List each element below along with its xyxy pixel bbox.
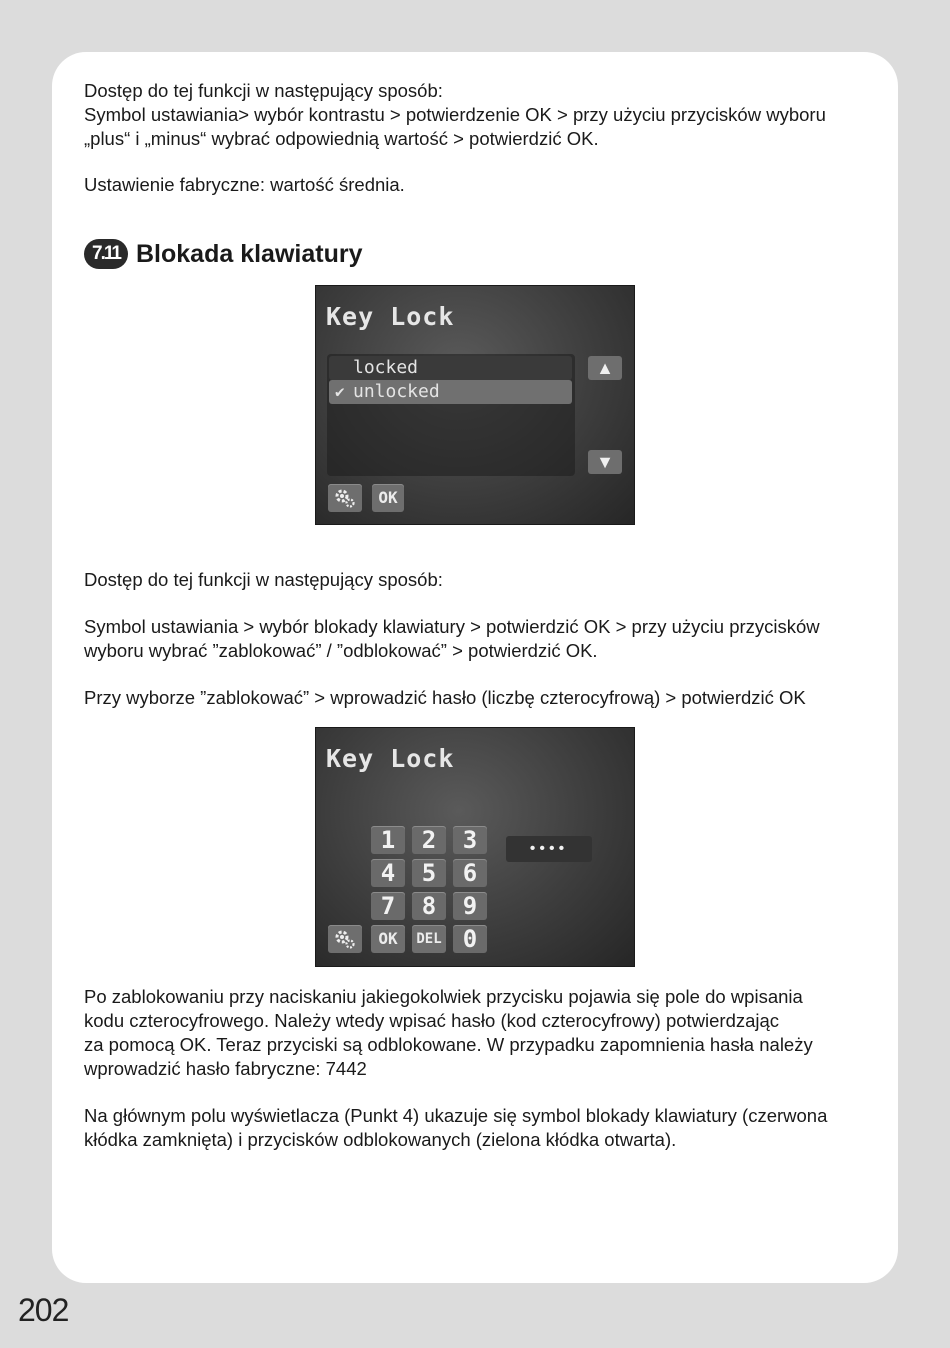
pin-display: •••• [506, 836, 592, 862]
section-title: Blokada klawiatury [136, 239, 363, 268]
section-heading [84, 237, 362, 271]
screen-title: Key Lock [326, 302, 455, 331]
screen-title: Key Lock [326, 744, 455, 773]
after-line: Na głównym polu wyświetlacza (Punkt 4) ukazuje się symbol blokady klawiatury (czerwona [84, 1105, 828, 1126]
scroll-down-button[interactable] [588, 450, 622, 474]
access-line: Symbol ustawiania > wybór blokady klawiatury > potwierdzić OK > przy użyciu przycisków [84, 616, 820, 637]
intro-paragraph [84, 79, 874, 151]
after-line: Po zablokowaniu przy naciskaniu jakiegokolwiek przycisku pojawia się pole do wpisania [84, 986, 803, 1007]
option-unlocked[interactable] [329, 380, 572, 404]
key-0[interactable]: 0 [453, 925, 487, 953]
arrow-up-icon: ▲ [596, 358, 614, 378]
arrow-down-icon: ▼ [596, 452, 614, 472]
scroll-up-button[interactable] [588, 356, 622, 380]
key-1[interactable]: 1 [371, 826, 405, 854]
key-6[interactable]: 6 [453, 859, 487, 887]
key-lock-options-screen [315, 285, 635, 525]
access-lock-line: Przy wyborze ”zablokować” > wprowadzić hasło (liczbę czterocyfrową) > potwierdzić OK [84, 687, 806, 708]
factory-setting-text: Ustawienie fabryczne: wartość średnia. [84, 174, 405, 195]
intro-line: Dostęp do tej funkcji w następujący sposób: [84, 80, 443, 101]
access-line: wyboru wybrać ”zablokować” / ”odblokować” > potwierdzić OK. [84, 640, 598, 661]
settings-button[interactable] [328, 484, 362, 512]
after-line: kodu czterocyfrowego. Należy wtedy wpisać hasło (kod czterocyfrowy) potwierdzając [84, 1010, 780, 1031]
gear-icon [333, 487, 357, 509]
intro-line: „plus“ i „minus“ wybrać odpowiednią wartość > potwierdzić OK. [84, 128, 599, 149]
section-number-badge: 7.11 [84, 239, 128, 269]
after-lock-paragraph [84, 985, 874, 1081]
lock-symbol-paragraph [84, 1104, 874, 1152]
access-line: Dostęp do tej funkcji w następujący sposób: [84, 569, 443, 590]
key-lock-keypad-screen [315, 727, 635, 967]
key-5[interactable]: 5 [412, 859, 446, 887]
ok-button[interactable]: OK [371, 925, 405, 953]
after-line: wprowadzić hasło fabryczne: 7442 [84, 1058, 367, 1079]
after-line: kłódka zamknięta) i przycisków odblokowanych (zielona kłódka otwarta). [84, 1129, 677, 1150]
key-2[interactable]: 2 [412, 826, 446, 854]
option-label: unlocked [353, 381, 440, 402]
page-number: 202 [18, 1292, 69, 1328]
key-9[interactable]: 9 [453, 892, 487, 920]
intro-line: Symbol ustawiania> wybór kontrastu > potwierdzenie OK > przy użyciu przycisków wyboru [84, 104, 826, 125]
ok-button[interactable]: OK [372, 484, 404, 512]
check-icon: ✔ [335, 382, 345, 401]
settings-button[interactable] [328, 925, 362, 953]
after-line: za pomocą OK. Teraz przyciski są odblokowane. W przypadku zapomnienia hasła należy [84, 1034, 813, 1055]
key-4[interactable]: 4 [371, 859, 405, 887]
option-locked[interactable]: locked [329, 356, 572, 380]
delete-button[interactable]: DEL [412, 925, 446, 953]
key-3[interactable]: 3 [453, 826, 487, 854]
key-8[interactable]: 8 [412, 892, 446, 920]
key-7[interactable]: 7 [371, 892, 405, 920]
options-list [327, 354, 575, 476]
access-paragraph [84, 615, 874, 663]
gear-icon [333, 928, 357, 950]
